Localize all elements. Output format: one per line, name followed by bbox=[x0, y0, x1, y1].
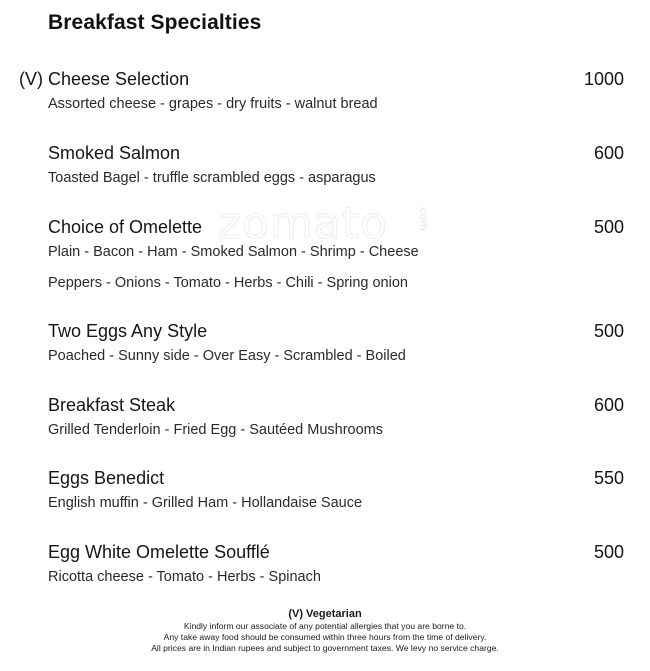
item-description: English muffin - Grilled Ham - Hollandaise Sauce bbox=[48, 495, 363, 511]
item-description: Assorted cheese - grapes - dry fruits - walnut bread bbox=[48, 96, 378, 112]
item-description: Peppers - Onions - Tomato - Herbs - Chili - Spring onion bbox=[48, 275, 408, 291]
item-name: Egg White Omelette Soufflé bbox=[48, 542, 270, 562]
watermark-logo: zomato bbox=[218, 198, 389, 249]
item-name: Cheese Selection bbox=[48, 69, 190, 89]
vegetarian-legend: (V) Vegetarian bbox=[288, 608, 362, 620]
item-price: 500 bbox=[593, 321, 624, 341]
item-name: Choice of Omelette bbox=[48, 217, 203, 237]
item-description: Grilled Tenderloin - Fried Egg - Sautéed Mushrooms bbox=[48, 422, 384, 438]
item-name: Smoked Salmon bbox=[48, 143, 181, 163]
item-price: 500 bbox=[593, 217, 624, 237]
item-price: 550 bbox=[593, 468, 624, 488]
section-title: Breakfast Specialties bbox=[48, 11, 262, 34]
item-price: 500 bbox=[593, 542, 624, 562]
pricing-notice: All prices are in Indian rupees and subject to government taxes. We levy no service charge. bbox=[151, 643, 499, 653]
item-name: Eggs Benedict bbox=[48, 468, 165, 488]
item-name: Two Eggs Any Style bbox=[48, 321, 208, 341]
item-description: Ricotta cheese - Tomato - Herbs - Spinach bbox=[48, 569, 321, 585]
item-price: 600 bbox=[593, 395, 624, 415]
item-name: Breakfast Steak bbox=[48, 395, 176, 415]
allergy-notice: Kindly inform our associate of any potential allergies that you are borne to. bbox=[183, 621, 467, 631]
item-price: 600 bbox=[593, 143, 624, 163]
item-description: Plain - Bacon - Ham - Smoked Salmon - Shrimp - Cheese bbox=[48, 244, 419, 260]
item-description: Toasted Bagel - truffle scrambled eggs - asparagus bbox=[48, 170, 376, 186]
vegetarian-marker: (V) bbox=[19, 69, 43, 89]
takeaway-notice: Any take away food should be consumed within three hours from the time of delivery. bbox=[163, 632, 487, 642]
watermark-suffix: .com bbox=[417, 204, 430, 231]
item-price: 1000 bbox=[583, 69, 624, 89]
item-description: Poached - Sunny side - Over Easy - Scrambled - Boiled bbox=[48, 348, 406, 364]
menu-footer bbox=[0, 608, 650, 654]
